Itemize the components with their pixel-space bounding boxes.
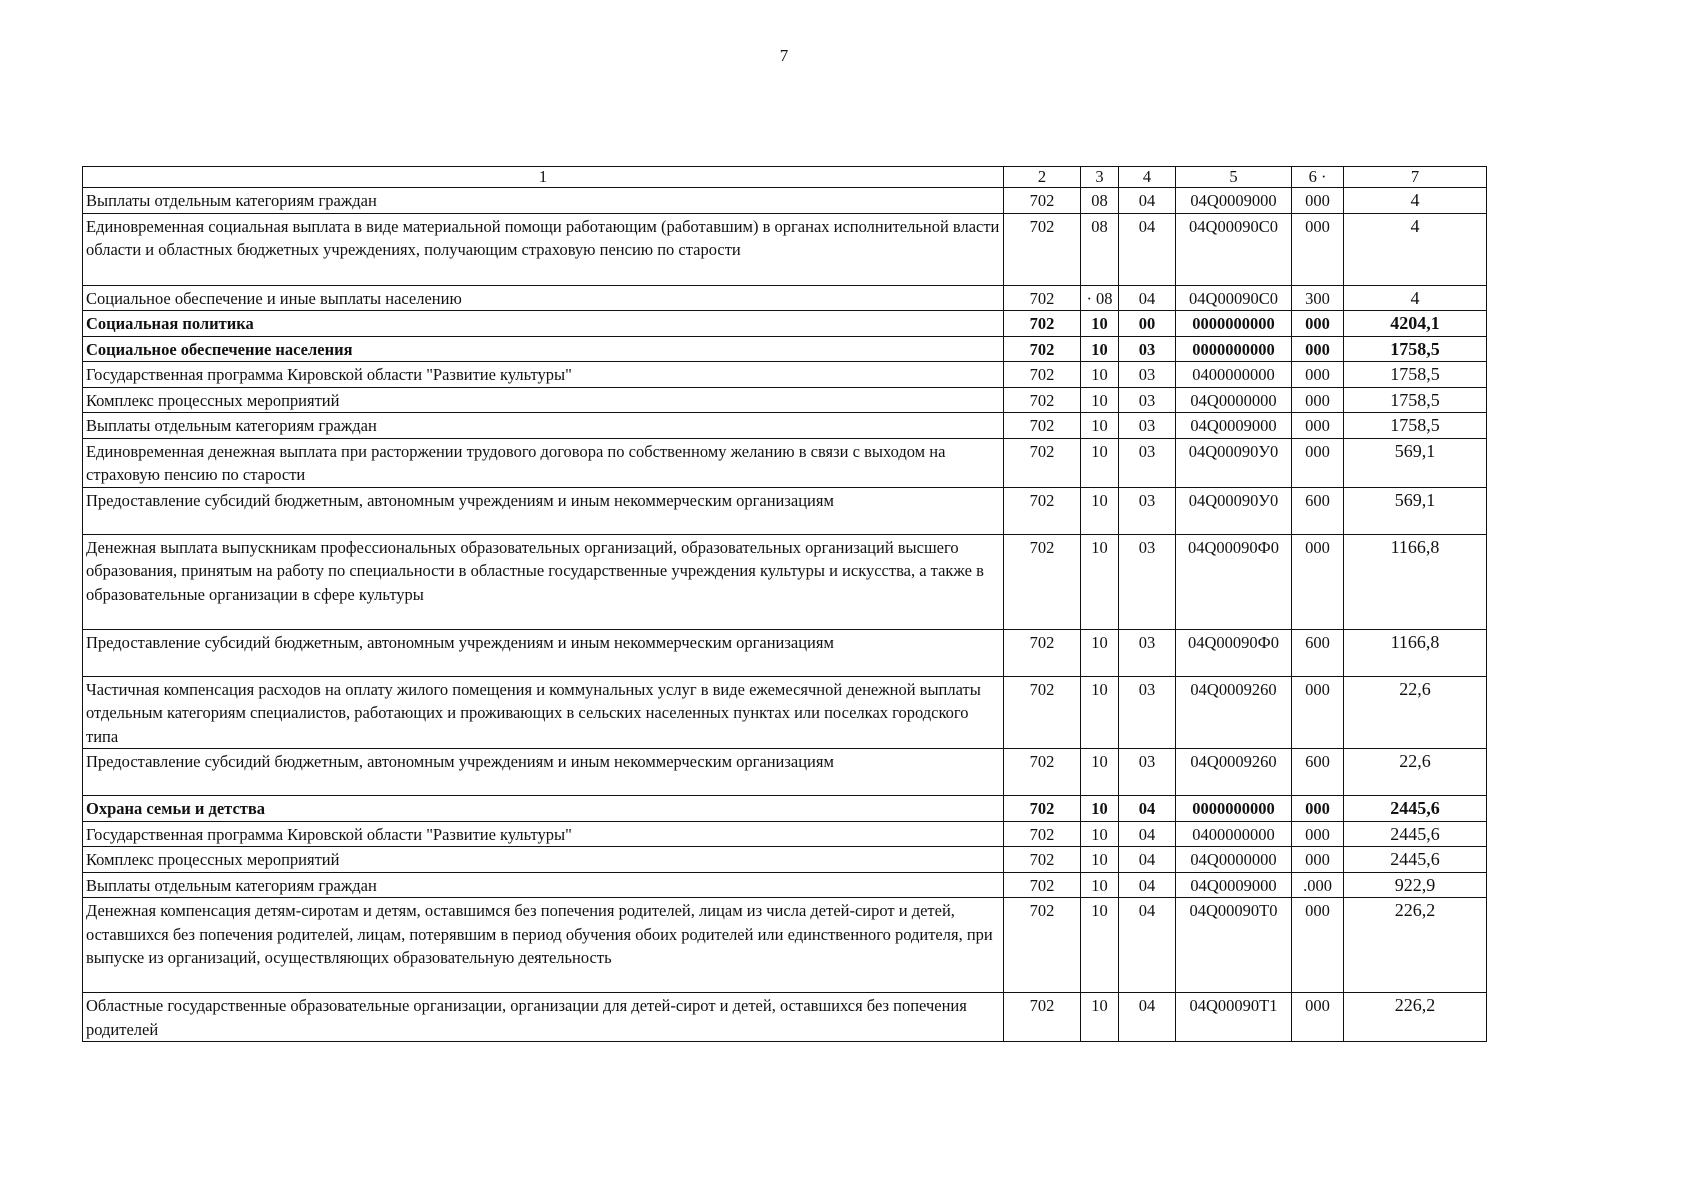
ministry-code-cell: 702 [1004,993,1081,1042]
table-row [83,387,1487,413]
section-code-cell: 10 [1081,438,1119,487]
expense-type-cell: 000 [1292,311,1344,337]
section-code-cell: 10 [1081,629,1119,676]
amount-cell: 2445,6 [1344,796,1487,822]
section-code-cell: 08 [1081,188,1119,214]
target-article-cell: 0400000000 [1176,362,1292,388]
target-article-cell: 04Q00090У0 [1176,487,1292,534]
target-article-cell: 04Q00090C0 [1176,285,1292,311]
header-cell: 5 [1176,167,1292,188]
table-row [83,213,1487,285]
amount-cell: 569,1 [1344,438,1487,487]
table-row [83,821,1487,847]
ministry-code-cell: 702 [1004,438,1081,487]
section-code-cell: 10 [1081,993,1119,1042]
header-row [83,167,1487,188]
header-cell: 3 [1081,167,1119,188]
ministry-code-cell: 702 [1004,336,1081,362]
section-code-cell: 10 [1081,362,1119,388]
ministry-code-cell: 702 [1004,821,1081,847]
target-article-cell: 04Q0000000 [1176,387,1292,413]
target-article-cell: 04Q0009000 [1176,413,1292,439]
amount-cell: 4 [1344,213,1487,285]
ministry-code-cell: 702 [1004,629,1081,676]
subsection-code-cell: 04 [1119,821,1176,847]
subsection-code-cell: 03 [1119,487,1176,534]
amount-cell: 1758,5 [1344,413,1487,439]
amount-cell: 1166,8 [1344,629,1487,676]
expense-type-cell: 000 [1292,796,1344,822]
ministry-code-cell: 702 [1004,676,1081,749]
ministry-code-cell: 702 [1004,847,1081,873]
section-code-cell: 10 [1081,847,1119,873]
ministry-code-cell: 702 [1004,285,1081,311]
subsection-code-cell: 03 [1119,629,1176,676]
expense-type-cell: 000 [1292,387,1344,413]
ministry-code-cell: 702 [1004,413,1081,439]
section-code-cell: 08 [1081,213,1119,285]
ministry-code-cell: 702 [1004,534,1081,629]
subsection-code-cell: 03 [1119,336,1176,362]
expense-type-cell: .000 [1292,872,1344,898]
table-row [83,749,1487,796]
table-row [83,285,1487,311]
amount-cell: 2445,6 [1344,821,1487,847]
ministry-code-cell: 702 [1004,749,1081,796]
subsection-code-cell: 04 [1119,285,1176,311]
expense-type-cell: 000 [1292,821,1344,847]
target-article-cell: 04Q0000000 [1176,847,1292,873]
section-code-cell: · 08 [1081,285,1119,311]
table-row [83,438,1487,487]
target-article-cell: 04Q00090Т0 [1176,898,1292,993]
ministry-code-cell: 702 [1004,188,1081,214]
expense-type-cell: 600 [1292,629,1344,676]
item-name-cell: Комплекс процессных мероприятий [83,847,1004,873]
target-article-cell: 04Q0009260 [1176,676,1292,749]
item-name-cell: Предоставление субсидий бюджетным, автономным учреждениям и иным некоммерческим организациям [83,629,1004,676]
target-article-cell: 0400000000 [1176,821,1292,847]
section-code-cell: 10 [1081,336,1119,362]
amount-cell: 1758,5 [1344,387,1487,413]
target-article-cell: 0000000000 [1176,311,1292,337]
item-name-cell: Частичная компенсация расходов на оплату жилого помещения и коммунальных услуг в виде ежемесячной денежной выплаты отдельным категориям специалистов, работающих и проживающих в сельских населенных пунктах или поселках городского типа [83,676,1004,749]
target-article-cell: 04Q00090C0 [1176,213,1292,285]
section-code-cell: 10 [1081,387,1119,413]
item-name-cell: Областные государственные образовательные организации, организации для детей-сирот и детей, оставшихся без попечения родителей [83,993,1004,1042]
subsection-code-cell: 03 [1119,438,1176,487]
amount-cell: 2445,6 [1344,847,1487,873]
amount-cell: 226,2 [1344,993,1487,1042]
amount-cell: 226,2 [1344,898,1487,993]
expense-type-cell: 000 [1292,993,1344,1042]
subsection-code-cell: 04 [1119,993,1176,1042]
item-name-cell: Социальное обеспечение и иные выплаты населению [83,285,1004,311]
expense-type-cell: 600 [1292,487,1344,534]
section-code-cell: 10 [1081,898,1119,993]
ministry-code-cell: 702 [1004,362,1081,388]
subsection-code-cell: 03 [1119,387,1176,413]
table-row [83,188,1487,214]
item-name-cell: Денежная компенсация детям-сиротам и детям, оставшимся без попечения родителей, лицам из числа детей-сирот и детей, оставшихся без попечения родителей, лицам, потерявшим в период обучения обоих родителей или единственного родителя, при выпуске из организаций, осуществляющих образовательную деятельность [83,898,1004,993]
table-row [83,898,1487,993]
subsection-code-cell: 04 [1119,796,1176,822]
target-article-cell: 04Q0009260 [1176,749,1292,796]
header-cell: 4 [1119,167,1176,188]
item-name-cell: Выплаты отдельным категориям граждан [83,413,1004,439]
item-name-cell: Социальное обеспечение населения [83,336,1004,362]
expense-type-cell: 000 [1292,847,1344,873]
table-row [83,993,1487,1042]
section-code-cell: 10 [1081,487,1119,534]
item-name-cell: Денежная выплата выпускникам профессиональных образовательных организаций, образовательных организаций высшего образования, принятым на работу по специальности в областные государственные учреждения культуры и искусства, а также в образовательные организации в сфере культуры [83,534,1004,629]
table-row [83,847,1487,873]
expense-type-cell: 000 [1292,336,1344,362]
expense-type-cell: 000 [1292,676,1344,749]
header-cell: 6 · [1292,167,1344,188]
amount-cell: 22,6 [1344,676,1487,749]
ministry-code-cell: 702 [1004,796,1081,822]
section-code-cell: 10 [1081,821,1119,847]
target-article-cell: 04Q00090Т1 [1176,993,1292,1042]
subsection-code-cell: 03 [1119,676,1176,749]
table-row [83,629,1487,676]
expense-type-cell: 000 [1292,188,1344,214]
header-cell: 2 [1004,167,1081,188]
target-article-cell: 04Q00090Ф0 [1176,534,1292,629]
expense-type-cell: 000 [1292,413,1344,439]
table-row [83,413,1487,439]
section-code-cell: 10 [1081,311,1119,337]
item-name-cell: Охрана семьи и детства [83,796,1004,822]
target-article-cell: 0000000000 [1176,796,1292,822]
ministry-code-cell: 702 [1004,487,1081,534]
target-article-cell: 0000000000 [1176,336,1292,362]
table-body [83,167,1487,1042]
target-article-cell: 04Q00090У0 [1176,438,1292,487]
subsection-code-cell: 04 [1119,188,1176,214]
amount-cell: 1758,5 [1344,362,1487,388]
amount-cell: 1166,8 [1344,534,1487,629]
ministry-code-cell: 702 [1004,213,1081,285]
item-name-cell: Социальная политика [83,311,1004,337]
item-name-cell: Единовременная денежная выплата при расторжении трудового договора по собственному желанию в связи с выходом на страховую пенсию по старости [83,438,1004,487]
ministry-code-cell: 702 [1004,898,1081,993]
section-code-cell: 10 [1081,413,1119,439]
expense-type-cell: 000 [1292,534,1344,629]
expense-type-cell: 300 [1292,285,1344,311]
table-row [83,676,1487,749]
expense-type-cell: 000 [1292,438,1344,487]
subsection-code-cell: 04 [1119,872,1176,898]
expense-type-cell: 600 [1292,749,1344,796]
table-row [83,487,1487,534]
item-name-cell: Предоставление субсидий бюджетным, автономным учреждениям и иным некоммерческим организациям [83,749,1004,796]
target-article-cell: 04Q0009000 [1176,188,1292,214]
subsection-code-cell: 04 [1119,898,1176,993]
subsection-code-cell: 00 [1119,311,1176,337]
amount-cell: 1758,5 [1344,336,1487,362]
item-name-cell: Государственная программа Кировской области "Развитие культуры" [83,362,1004,388]
subsection-code-cell: 03 [1119,534,1176,629]
budget-table [82,166,1487,1042]
item-name-cell: Комплекс процессных мероприятий [83,387,1004,413]
subsection-code-cell: 03 [1119,749,1176,796]
section-code-cell: 10 [1081,676,1119,749]
subsection-code-cell: 03 [1119,362,1176,388]
header-cell: 7 [1344,167,1487,188]
section-code-cell: 10 [1081,534,1119,629]
ministry-code-cell: 702 [1004,311,1081,337]
item-name-cell: Предоставление субсидий бюджетным, автономным учреждениям и иным некоммерческим организациям [83,487,1004,534]
subsection-code-cell: 03 [1119,413,1176,439]
item-name-cell: Государственная программа Кировской области "Развитие культуры" [83,821,1004,847]
target-article-cell: 04Q0009000 [1176,872,1292,898]
ministry-code-cell: 702 [1004,387,1081,413]
item-name-cell: Выплаты отдельным категориям граждан [83,872,1004,898]
amount-cell: 22,6 [1344,749,1487,796]
ministry-code-cell: 702 [1004,872,1081,898]
expense-type-cell: 000 [1292,213,1344,285]
header-cell: 1 [83,167,1004,188]
table-row [83,796,1487,822]
item-name-cell: Единовременная социальная выплата в виде материальной помощи работающим (работавшим) в органах исполнительной власти области и областных бюджетных учреждениях, получающим страховую пенсию по старости [83,213,1004,285]
amount-cell: 4 [1344,188,1487,214]
expense-type-cell: 000 [1292,362,1344,388]
amount-cell: 569,1 [1344,487,1487,534]
section-code-cell: 10 [1081,749,1119,796]
table-row [83,362,1487,388]
amount-cell: 922,9 [1344,872,1487,898]
section-code-cell: 10 [1081,872,1119,898]
target-article-cell: 04Q00090Ф0 [1176,629,1292,676]
amount-cell: 4204,1 [1344,311,1487,337]
subsection-code-cell: 04 [1119,847,1176,873]
section-code-cell: 10 [1081,796,1119,822]
subsection-code-cell: 04 [1119,213,1176,285]
item-name-cell: Выплаты отдельным категориям граждан [83,188,1004,214]
table-row [83,311,1487,337]
table-row [83,534,1487,629]
amount-cell: 4 [1344,285,1487,311]
page-number: 7 [779,46,789,65]
table-row [83,336,1487,362]
expense-type-cell: 000 [1292,898,1344,993]
table-row [83,872,1487,898]
